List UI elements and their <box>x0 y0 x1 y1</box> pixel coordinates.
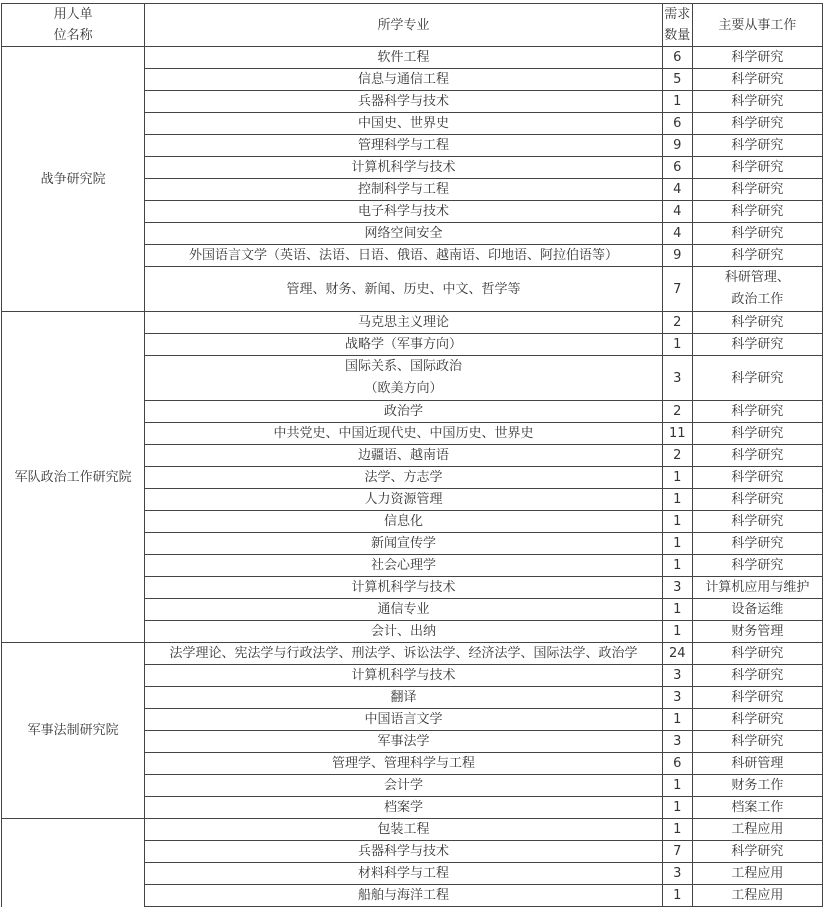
count-cell: 9 <box>662 245 692 267</box>
major-cell: 兵器科学与技术 <box>145 841 663 863</box>
work-cell: 科学研究 <box>692 489 822 511</box>
work-cell: 科学研究 <box>692 423 822 445</box>
major-cell: 中国史、世界史 <box>145 113 663 135</box>
count-cell: 7 <box>662 267 692 312</box>
count-cell: 3 <box>662 687 692 709</box>
work-cell: 科学研究 <box>692 223 822 245</box>
major-cell: 国际关系、国际政治 （欧美方向） <box>145 356 663 401</box>
major-cell: 中国语言文学 <box>145 709 663 731</box>
major-cell: 计算机科学与技术 <box>145 157 663 179</box>
major-cell: 军事法学 <box>145 731 663 753</box>
unit-cell: 军队政治工作研究院 <box>2 312 145 643</box>
work-cell: 科研管理 <box>692 753 822 775</box>
count-cell: 1 <box>662 489 692 511</box>
work-cell: 工程应用 <box>692 863 822 885</box>
count-cell: 1 <box>662 533 692 555</box>
work-cell: 档案工作 <box>692 797 822 819</box>
major-cell: 管理、财务、新闻、历史、中文、哲学等 <box>145 267 663 312</box>
work-cell: 科学研究 <box>692 334 822 356</box>
work-cell: 财务工作 <box>692 775 822 797</box>
work-cell: 科研管理、 政治工作 <box>692 267 822 312</box>
count-cell: 4 <box>662 201 692 223</box>
work-cell: 科学研究 <box>692 731 822 753</box>
major-cell: 船舶与海洋工程 <box>145 885 663 907</box>
count-cell: 1 <box>662 467 692 489</box>
count-cell: 3 <box>662 665 692 687</box>
unit-cell <box>2 819 145 907</box>
header-row <box>2 4 823 47</box>
work-cell: 科学研究 <box>692 445 822 467</box>
major-cell: 新闻宣传学 <box>145 533 663 555</box>
count-cell: 3 <box>662 577 692 599</box>
count-cell: 7 <box>662 841 692 863</box>
work-cell: 科学研究 <box>692 511 822 533</box>
major-cell: 档案学 <box>145 797 663 819</box>
work-cell: 设备运维 <box>692 599 822 621</box>
major-cell: 计算机科学与技术 <box>145 577 663 599</box>
major-cell: 会计、出纳 <box>145 621 663 643</box>
count-cell: 3 <box>662 863 692 885</box>
header-work: 主要从事工作 <box>692 4 822 47</box>
work-cell: 科学研究 <box>692 687 822 709</box>
work-cell: 工程应用 <box>692 885 822 907</box>
major-cell: 马克思主义理论 <box>145 312 663 334</box>
count-cell: 2 <box>662 401 692 423</box>
work-cell: 科学研究 <box>692 201 822 223</box>
major-cell: 管理科学与工程 <box>145 135 663 157</box>
major-cell: 政治学 <box>145 401 663 423</box>
major-cell: 边疆语、越南语 <box>145 445 663 467</box>
count-cell: 1 <box>662 555 692 577</box>
count-cell: 1 <box>662 334 692 356</box>
work-cell: 科学研究 <box>692 179 822 201</box>
work-cell: 科学研究 <box>692 312 822 334</box>
work-cell: 科学研究 <box>692 401 822 423</box>
major-cell: 人力资源管理 <box>145 489 663 511</box>
count-cell: 3 <box>662 731 692 753</box>
recruitment-table <box>1 3 823 907</box>
count-cell: 2 <box>662 312 692 334</box>
work-cell: 科学研究 <box>692 135 822 157</box>
major-cell: 管理学、管理科学与工程 <box>145 753 663 775</box>
major-cell: 兵器科学与技术 <box>145 91 663 113</box>
major-cell: 网络空间安全 <box>145 223 663 245</box>
work-cell: 科学研究 <box>692 113 822 135</box>
major-cell: 外国语言文学（英语、法语、日语、俄语、越南语、印地语、阿拉伯语等） <box>145 245 663 267</box>
work-cell: 科学研究 <box>692 533 822 555</box>
header-unit: 用人单 位名称 <box>2 4 145 47</box>
count-cell: 1 <box>662 819 692 841</box>
work-cell: 财务管理 <box>692 621 822 643</box>
work-cell: 科学研究 <box>692 709 822 731</box>
work-cell: 科学研究 <box>692 69 822 91</box>
major-cell: 电子科学与技术 <box>145 201 663 223</box>
work-cell: 科学研究 <box>692 47 822 69</box>
work-cell: 计算机应用与维护 <box>692 577 822 599</box>
work-cell: 科学研究 <box>692 91 822 113</box>
count-cell: 6 <box>662 47 692 69</box>
table-row <box>2 819 823 841</box>
work-cell: 科学研究 <box>692 841 822 863</box>
major-cell: 社会心理学 <box>145 555 663 577</box>
header-count: 需求 数量 <box>662 4 692 47</box>
count-cell: 2 <box>662 445 692 467</box>
count-cell: 11 <box>662 423 692 445</box>
count-cell: 6 <box>662 157 692 179</box>
header-major: 所学专业 <box>145 4 663 47</box>
count-cell: 4 <box>662 223 692 245</box>
major-cell: 材料科学与工程 <box>145 863 663 885</box>
count-cell: 1 <box>662 885 692 907</box>
major-cell: 法学理论、宪法学与行政法学、刑法学、诉讼法学、经济法学、国际法学、政治学 <box>145 643 663 665</box>
major-cell: 控制科学与工程 <box>145 179 663 201</box>
major-cell: 软件工程 <box>145 47 663 69</box>
work-cell: 科学研究 <box>692 356 822 401</box>
major-cell: 包装工程 <box>145 819 663 841</box>
major-cell: 法学、方志学 <box>145 467 663 489</box>
major-cell: 信息化 <box>145 511 663 533</box>
unit-cell: 军事法制研究院 <box>2 643 145 819</box>
major-cell: 信息与通信工程 <box>145 69 663 91</box>
work-cell: 科学研究 <box>692 157 822 179</box>
count-cell: 3 <box>662 356 692 401</box>
work-cell: 科学研究 <box>692 245 822 267</box>
table-body <box>2 4 823 907</box>
count-cell: 5 <box>662 69 692 91</box>
major-cell: 中共党史、中国近现代史、中国历史、世界史 <box>145 423 663 445</box>
count-cell: 1 <box>662 775 692 797</box>
count-cell: 1 <box>662 797 692 819</box>
count-cell: 1 <box>662 511 692 533</box>
count-cell: 1 <box>662 709 692 731</box>
major-cell: 翻译 <box>145 687 663 709</box>
count-cell: 6 <box>662 753 692 775</box>
count-cell: 9 <box>662 135 692 157</box>
work-cell: 科学研究 <box>692 555 822 577</box>
count-cell: 1 <box>662 91 692 113</box>
major-cell: 会计学 <box>145 775 663 797</box>
work-cell: 科学研究 <box>692 643 822 665</box>
unit-cell: 战争研究院 <box>2 47 145 312</box>
work-cell: 科学研究 <box>692 467 822 489</box>
table-row <box>2 643 823 665</box>
work-cell: 科学研究 <box>692 665 822 687</box>
count-cell: 24 <box>662 643 692 665</box>
major-cell: 计算机科学与技术 <box>145 665 663 687</box>
table-row <box>2 312 823 334</box>
work-cell: 工程应用 <box>692 819 822 841</box>
table-row <box>2 47 823 69</box>
count-cell: 1 <box>662 599 692 621</box>
count-cell: 6 <box>662 113 692 135</box>
count-cell: 4 <box>662 179 692 201</box>
count-cell: 1 <box>662 621 692 643</box>
major-cell: 战略学（军事方向） <box>145 334 663 356</box>
major-cell: 通信专业 <box>145 599 663 621</box>
